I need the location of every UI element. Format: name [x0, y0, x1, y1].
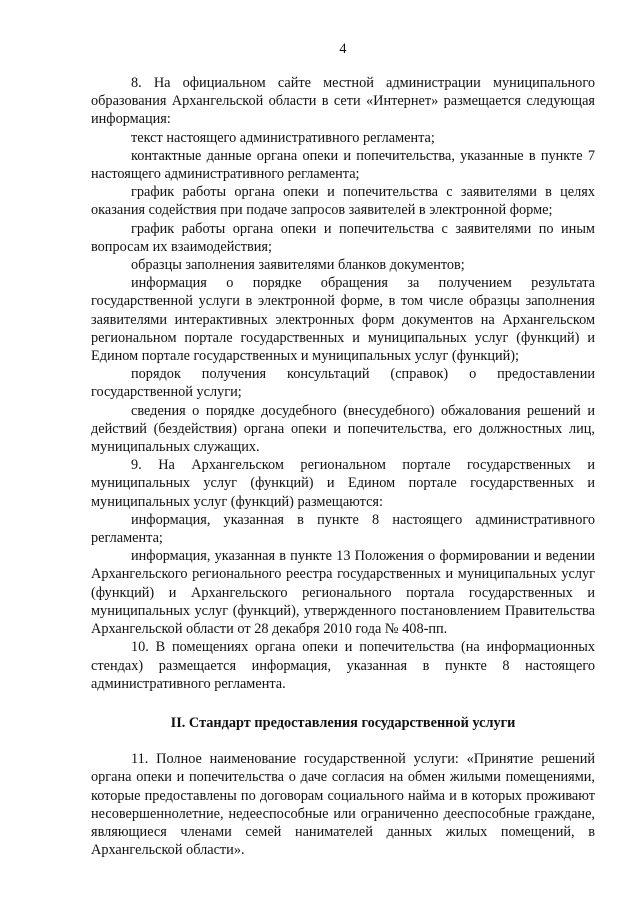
paragraph-11: 11. Полное наименование государственной услуги: «Принятие решений органа опеки и попечительства о даче согласия на обмен жилыми помещениями, которые предоставлены по договорам социального найма и в которых проживают несовершеннолетние, недееспособные или ограниченно дееспособные граждане, являющиеся членами семей нанимателей данных жилых помещений, в Архангельской области». — [91, 751, 595, 859]
paragraph-9-intro: 9. На Архангельском региональном портале государственных и муниципальных услуг (функций) и Едином портале государственных и муниципальных услуг (функций) размещаются: — [91, 457, 595, 510]
list-item: информация, указанная в пункте 13 Положения о формировании и ведении Архангельского регионального реестра государственных и муниципальных услуг (функций) и Архангельского регионального портала государственных и муниципальных услуг (функций), утвержденного постановлением Правительства Архангельской области от 28 декабря 2010 года № 408-пп. — [91, 548, 595, 638]
list-item: текст настоящего административного регламента; — [131, 129, 435, 146]
page-number: 4 — [339, 41, 347, 57]
paragraph-8-intro: 8. На официальном сайте местной администрации муниципального образования Архангельской области в сети «Интернет» размещается следующая информация: — [91, 75, 595, 128]
list-item: контактные данные органа опеки и попечительства, указанные в пункте 7 настоящего административного регламента; — [91, 147, 595, 183]
section-heading: II. Стандарт предоставления государственной услуги — [170, 714, 516, 731]
list-item: сведения о порядке досудебного (внесудебного) обжалования решений и действий (бездействия) органа опеки и попечительства, его должностных лиц, муниципальных служащих. — [91, 402, 595, 456]
list-item: информация, указанная в пункте 8 настоящего административного регламента; — [91, 511, 595, 547]
paragraph-10: 10. В помещениях органа опеки и попечительства (на информационных стендах) размещается информация, указанная в пункте 8 настоящего административного регламента. — [91, 639, 595, 692]
list-item: образцы заполнения заявителями бланков документов; — [131, 257, 465, 274]
list-item: информация о порядке обращения за получением результата государственной услуги в электронной форме, в том числе образцы заполнения заявителями интерактивных электронных форм документов на Архангельском региональном портале государственных и муниципальных услуг (функций) и Едином портале государственных и муниципальных услуг (функций); — [91, 275, 595, 365]
list-item: график работы органа опеки и попечительства с заявителями по иным вопросам их взаимодействия; — [91, 220, 595, 255]
list-item: порядок получения консультаций (справок) о предоставлении государственной услуги; — [91, 366, 595, 401]
document-page — [91, 40, 595, 859]
list-item: график работы органа опеки и попечительства с заявителями в целях оказания содействия при подаче запросов заявителей в электронной форме; — [91, 184, 595, 219]
